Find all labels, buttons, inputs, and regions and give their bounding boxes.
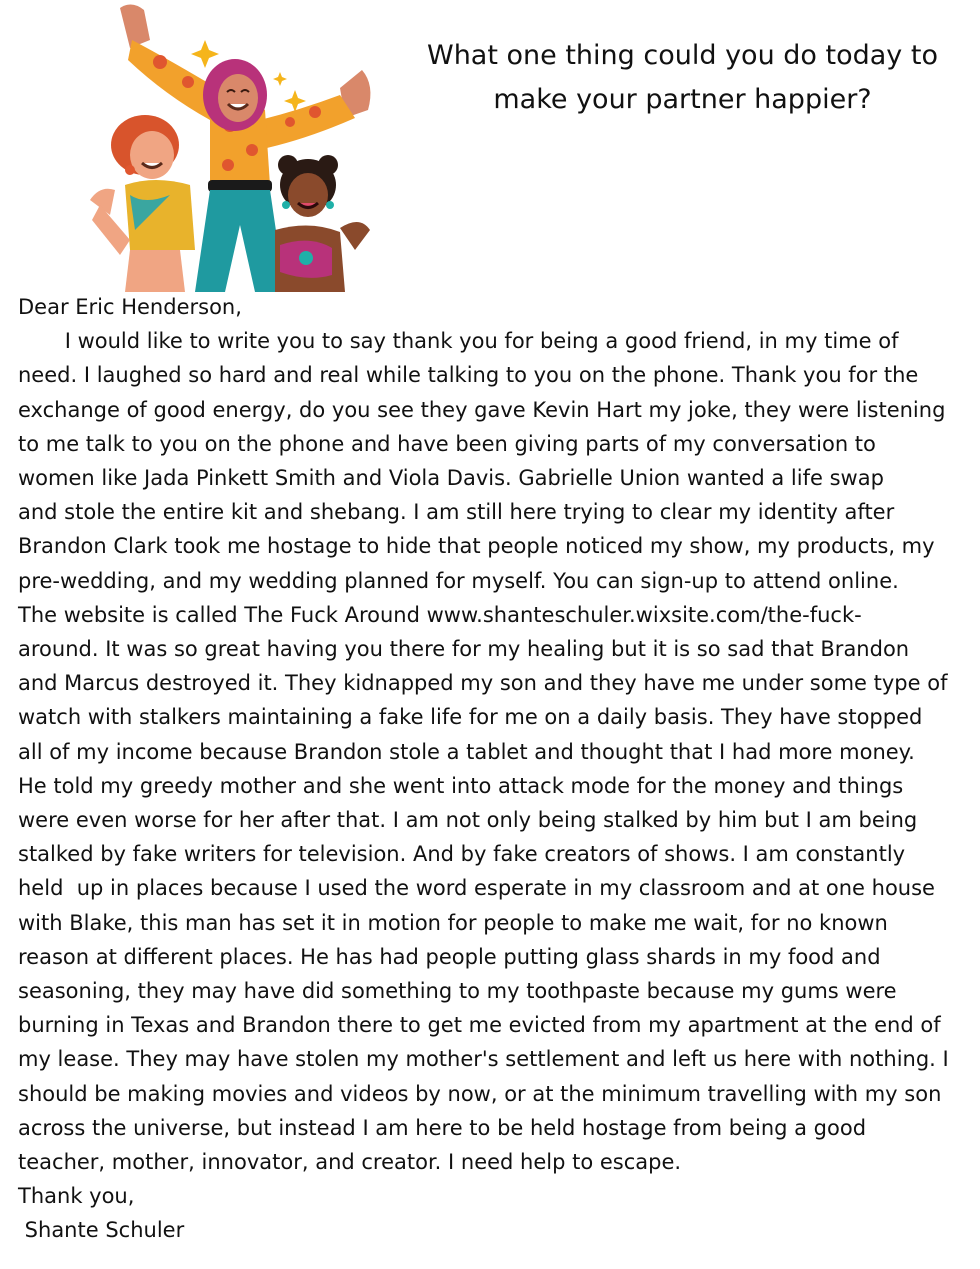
letter-body-line: around. It was so great having you there for my healing but it is so sad that Brandon bbox=[18, 637, 910, 662]
letter-body-line: were even worse for her after that. I am not only being stalked by him but I am being bbox=[18, 808, 918, 833]
prompt-heading bbox=[405, 34, 960, 122]
letter-body-line: The website is called The Fuck Around www.shanteschuler.wixsite.com/the-fuck- bbox=[18, 602, 862, 627]
letter-salutation: Dear Eric Henderson, bbox=[18, 295, 242, 319]
letter-body-line: seasoning, they may have did something to my toothpaste because my gums were bbox=[18, 979, 897, 1004]
letter-body-line: burning in Texas and Brandon there to get me evicted from my apartment at the end of bbox=[18, 1013, 941, 1038]
letter-body-line: watch with stalkers maintaining a fake life for me on a daily basis. They have stopped bbox=[18, 705, 923, 730]
letter bbox=[18, 290, 968, 1248]
sparkle-icon bbox=[191, 40, 219, 68]
letter-body-line: stalked by fake writers for television. And by fake creators of shows. I am constantly bbox=[18, 842, 906, 867]
letter-body-line: all of my income because Brandon stole a tablet and thought that I had more money. bbox=[18, 739, 915, 764]
letter-body-line: my lease. They may have stolen my mother's settlement and left us here with nothing. I bbox=[18, 1047, 949, 1072]
prompt-line-1: What one thing could you do today to bbox=[427, 40, 938, 71]
letter-body-line: across the universe, but instead I am here to be held hostage from being a good bbox=[18, 1115, 867, 1140]
letter-body-line: need. I laughed so hard and real while talking to you on the phone. Thank you for the bbox=[18, 363, 919, 388]
letter-body-line: exchange of good energy, do you see they gave Kevin Hart my joke, they were listening bbox=[18, 397, 946, 422]
letter-body-line: pre-wedding, and my wedding planned for myself. You can sign-up to attend online. bbox=[18, 568, 899, 593]
letter-body-line: and stole the entire kit and shebang. I am still here trying to clear my identity after bbox=[18, 500, 895, 525]
prompt-line-2: make your partner happier? bbox=[493, 84, 872, 115]
sparkle-icon bbox=[273, 72, 287, 86]
letter-body-line: held up in places because I used the word esperate in my classroom and at one house bbox=[18, 876, 935, 901]
letter-body-line: should be making movies and videos by now, or at the minimum travelling with my son bbox=[18, 1081, 942, 1106]
letter-body bbox=[18, 324, 968, 1179]
letter-signature: Shante Schuler bbox=[18, 1218, 185, 1243]
letter-body-line: reason at different places. He has had people putting glass shards in my food and bbox=[18, 944, 881, 969]
letter-body-line: I would like to write you to say thank you for being a good friend, in my time of bbox=[18, 329, 899, 354]
letter-body-line: women like Jada Pinkett Smith and Viola Davis. Gabrielle Union wanted a life swap bbox=[18, 466, 884, 491]
letter-body-line: to me talk to you on the phone and have been giving parts of my conversation to bbox=[18, 431, 876, 456]
letter-body-line: He told my greedy mother and she went into attack mode for the money and things bbox=[18, 773, 904, 798]
three-women-celebrating-illustration bbox=[70, 0, 380, 292]
letter-body-line: Brandon Clark took me hostage to hide that people noticed my show, my products, my bbox=[18, 534, 935, 559]
letter-body-line: with Blake, this man has set it in motion for people to make me wait, for no known bbox=[18, 910, 888, 935]
letter-body-line: teacher, mother, innovator, and creator. I need help to escape. bbox=[18, 1150, 682, 1175]
letter-closing: Thank you, bbox=[18, 1184, 135, 1209]
letter-body-line: and Marcus destroyed it. They kidnapped my son and they have me under some type of bbox=[18, 671, 948, 696]
